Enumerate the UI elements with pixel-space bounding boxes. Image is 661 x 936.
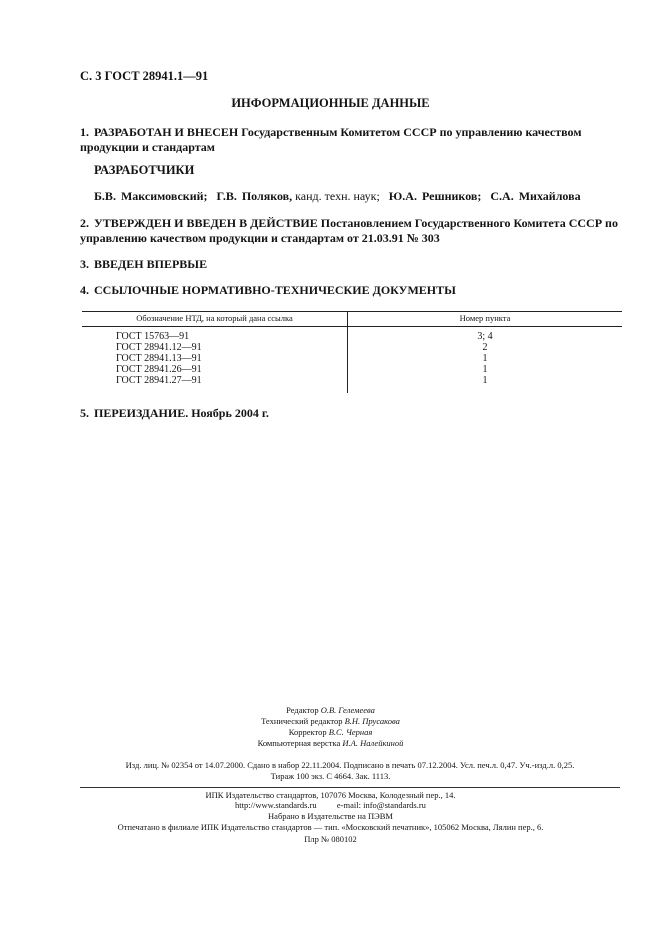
- imprint-corrector-label: Корректор: [288, 727, 327, 737]
- table-top-rule: [82, 311, 622, 312]
- table-cell-document: ГОСТ 15763—91: [116, 331, 190, 342]
- table-header-point: Номер пункта: [459, 313, 511, 323]
- imprint-tech-editor: [0, 716, 661, 726]
- section-3-text: ВВЕДЕН ВПЕРВЫЕ: [94, 257, 208, 271]
- table-header-rule: [82, 326, 622, 327]
- imprint-corrector: [0, 727, 661, 737]
- table-row: [82, 364, 622, 375]
- table-row: [82, 353, 622, 364]
- table-row: [82, 342, 622, 353]
- table-cell-point: 1: [482, 364, 488, 375]
- section-2-number: 2.: [80, 216, 89, 230]
- section-4: [80, 283, 456, 298]
- imprint-layout-name: И.А. Налейкиной: [342, 738, 404, 748]
- developer-2-degree: канд. техн. наук;: [295, 189, 380, 203]
- imprint-printed: Отпечатано в филиале ИПК Издательство стандартов — тип. «Московский печатник», 105062 Москва, Лялин пер., 6.: [117, 822, 544, 832]
- table-cell-document: ГОСТ 28941.13—91: [116, 353, 202, 364]
- page-header: С. 3 ГОСТ 28941.1—91: [80, 69, 209, 83]
- imprint-divider: [80, 787, 620, 788]
- imprint-tech-editor-label: Технический редактор: [261, 716, 343, 726]
- table-cell-point: 1: [482, 353, 488, 364]
- table-row: [82, 331, 622, 342]
- imprint-editor: [0, 705, 661, 715]
- developer-1: Б.В. Максимовский;: [94, 189, 208, 203]
- table-header-document: Обозначение НТД, на который дана ссылка: [136, 313, 293, 323]
- section-5-number: 5.: [80, 406, 89, 420]
- section-4-number: 4.: [80, 283, 89, 297]
- table-cell-point: 3; 4: [477, 331, 493, 342]
- imprint-contacts: [0, 800, 661, 810]
- section-1-text: Государственным Комитетом СССР по управлению качеством продукции и стандартам: [80, 125, 582, 154]
- section-2-lead: УТВЕРЖДЕН И ВВЕДЕН В ДЕЙСТВИЕ: [94, 216, 318, 230]
- imprint-typeset: Набрано в Издательстве на ПЭВМ: [268, 811, 393, 821]
- imprint-layout: [0, 738, 661, 748]
- section-3-number: 3.: [80, 257, 89, 271]
- imprint-editor-name: О.В. Гелемеева: [320, 705, 375, 715]
- section-2: [80, 216, 620, 246]
- section-1-number: 1.: [80, 125, 89, 139]
- imprint-layout-label: Компьютерная верстка: [257, 738, 341, 748]
- table-cell-document: ГОСТ 28941.26—91: [116, 364, 202, 375]
- developers-list: [94, 189, 581, 204]
- section-1: [80, 125, 620, 155]
- table-cell-point: 2: [482, 342, 488, 353]
- developers-heading: РАЗРАБОТЧИКИ: [94, 163, 195, 177]
- reference-table: [82, 311, 622, 393]
- imprint-license-line: Изд. лиц. № 02354 от 14.07.2000. Сдано в набор 22.11.2004. Подписано в печать 07.12.2004. Усл. печ.л. 0,47. Уч.-изд.л. 0,25.: [125, 760, 575, 770]
- imprint-publisher: ИПК Издательство стандартов, 107076 Москва, Колодезный пер., 14.: [205, 790, 456, 800]
- section-2-text: Постановлением Государственного Комитета СССР по управлению качеством продукции и стандартам от 21.03.91 № 303: [80, 216, 618, 245]
- imprint-print-run: Тираж 100 экз. С 4664. Зак. 1113.: [270, 771, 391, 781]
- table-cell-point: 1: [482, 375, 488, 386]
- section-3: [80, 257, 207, 272]
- table-row: [82, 375, 622, 386]
- imprint-corrector-name: В.С. Черная: [328, 727, 373, 737]
- section-1-lead: РАЗРАБОТАН И ВНЕСЕН: [94, 125, 239, 139]
- imprint-plr: Плр № 080102: [304, 834, 357, 844]
- developer-4: С.А. Михайлова: [490, 189, 581, 203]
- table-cell-document: ГОСТ 28941.27—91: [116, 375, 202, 386]
- section-5-text: ПЕРЕИЗДАНИЕ. Ноябрь 2004 г.: [94, 406, 269, 420]
- imprint-editor-label: Редактор: [286, 705, 319, 715]
- developer-3: Ю.А. Решников;: [388, 189, 482, 203]
- developer-2: Г.В. Поляков,: [216, 189, 293, 203]
- imprint-website: http://www.standards.ru: [235, 800, 317, 810]
- document-title: ИНФОРМАЦИОННЫЕ ДАННЫЕ: [231, 96, 430, 110]
- imprint-email: e-mail: info@standards.ru: [336, 800, 426, 810]
- table-cell-document: ГОСТ 28941.12—91: [116, 342, 202, 353]
- section-5: [80, 406, 269, 421]
- imprint-tech-editor-name: В.Н. Прусакова: [344, 716, 400, 726]
- section-4-text: ССЫЛОЧНЫЕ НОРМАТИВНО-ТЕХНИЧЕСКИЕ ДОКУМЕНТЫ: [94, 283, 456, 297]
